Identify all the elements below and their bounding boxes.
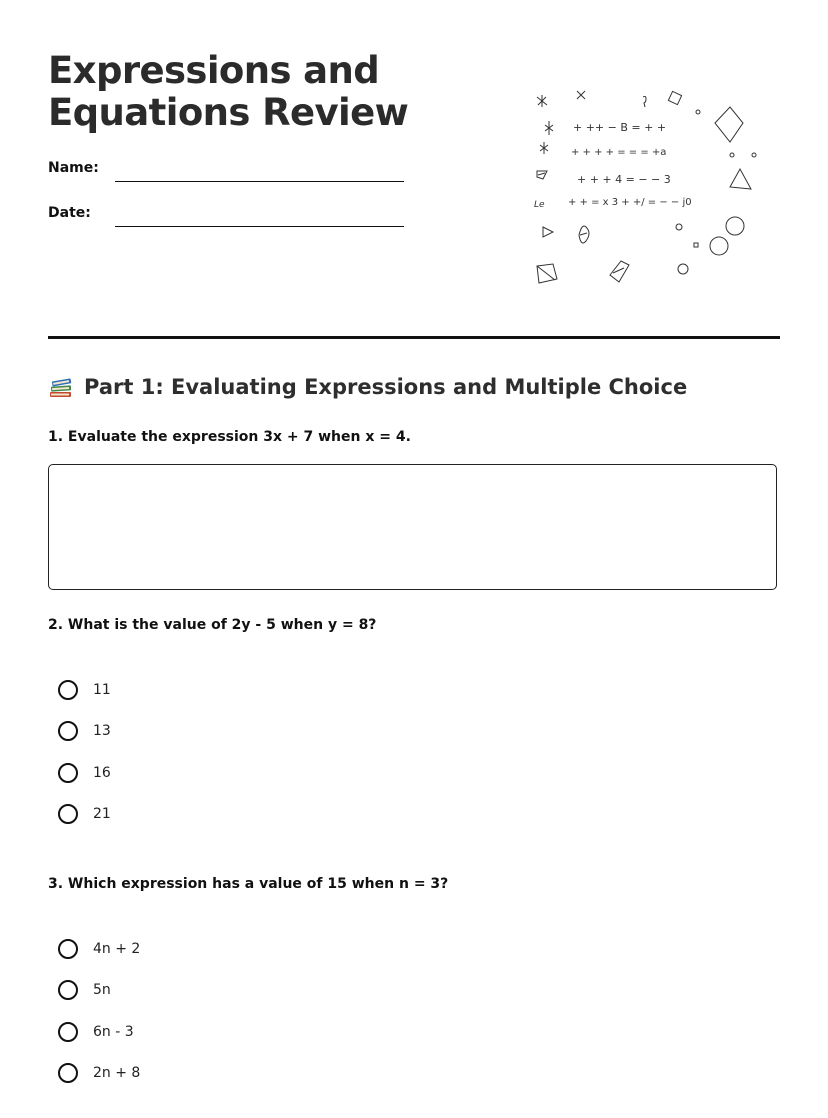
question-2-option[interactable] [58, 711, 111, 753]
doodle-row-4: + + = x 3 + +/ = − − j0 [568, 197, 692, 208]
question-3-option[interactable] [58, 970, 140, 1012]
header-divider [48, 336, 780, 339]
date-field[interactable] [115, 226, 404, 227]
radio-button[interactable] [58, 763, 78, 783]
name-label: Name: [48, 160, 99, 176]
radio-button[interactable] [58, 680, 78, 700]
option-label: 21 [93, 806, 111, 823]
option-label: 13 [93, 723, 111, 740]
radio-button[interactable] [58, 1063, 78, 1083]
question-2-option[interactable] [58, 794, 111, 836]
radio-button[interactable] [58, 980, 78, 1000]
option-label: 11 [93, 681, 111, 698]
question-3-prompt: 3. Which expression has a value of 15 when n = 3? [48, 876, 449, 892]
radio-button[interactable] [58, 1022, 78, 1042]
math-symbols-doodle-icon [525, 85, 765, 290]
doodle-le: Le [534, 200, 545, 210]
radio-button[interactable] [58, 939, 78, 959]
question-2-option[interactable] [58, 669, 111, 711]
question-2-option[interactable] [58, 752, 111, 794]
question-3-option[interactable] [58, 928, 140, 970]
question-3-option[interactable] [58, 1011, 140, 1053]
section-title [48, 374, 687, 400]
worksheet-title [48, 50, 488, 134]
title-line-1: Expressions and [48, 49, 380, 92]
question-1-prompt: 1. Evaluate the expression 3x + 7 when x = 4. [48, 429, 411, 445]
option-label: 6n - 3 [93, 1023, 134, 1040]
option-label: 4n + 2 [93, 940, 141, 957]
radio-button[interactable] [58, 721, 78, 741]
doodle-row-2: + + + + = = = +a [571, 147, 667, 158]
option-label: 2n + 8 [93, 1065, 141, 1082]
books-icon [48, 374, 74, 400]
question-3-options [58, 928, 140, 1094]
option-label: 16 [93, 764, 111, 781]
question-1-answer-box[interactable] [48, 464, 777, 590]
date-label: Date: [48, 205, 91, 221]
radio-button[interactable] [58, 804, 78, 824]
title-line-2: Equations Review [48, 91, 409, 134]
doodle-row-1: + ++ − B = + + [573, 121, 667, 134]
option-label: 5n [93, 982, 111, 999]
section-title-text: Part 1: Evaluating Expressions and Multiple Choice [84, 375, 688, 399]
question-2-options [58, 669, 111, 835]
doodle-row-3: + + + 4 = − − 3 [577, 173, 671, 186]
question-3-option[interactable] [58, 1053, 140, 1095]
question-2-prompt: 2. What is the value of 2y - 5 when y = 8? [48, 617, 377, 633]
name-field[interactable] [115, 181, 404, 182]
